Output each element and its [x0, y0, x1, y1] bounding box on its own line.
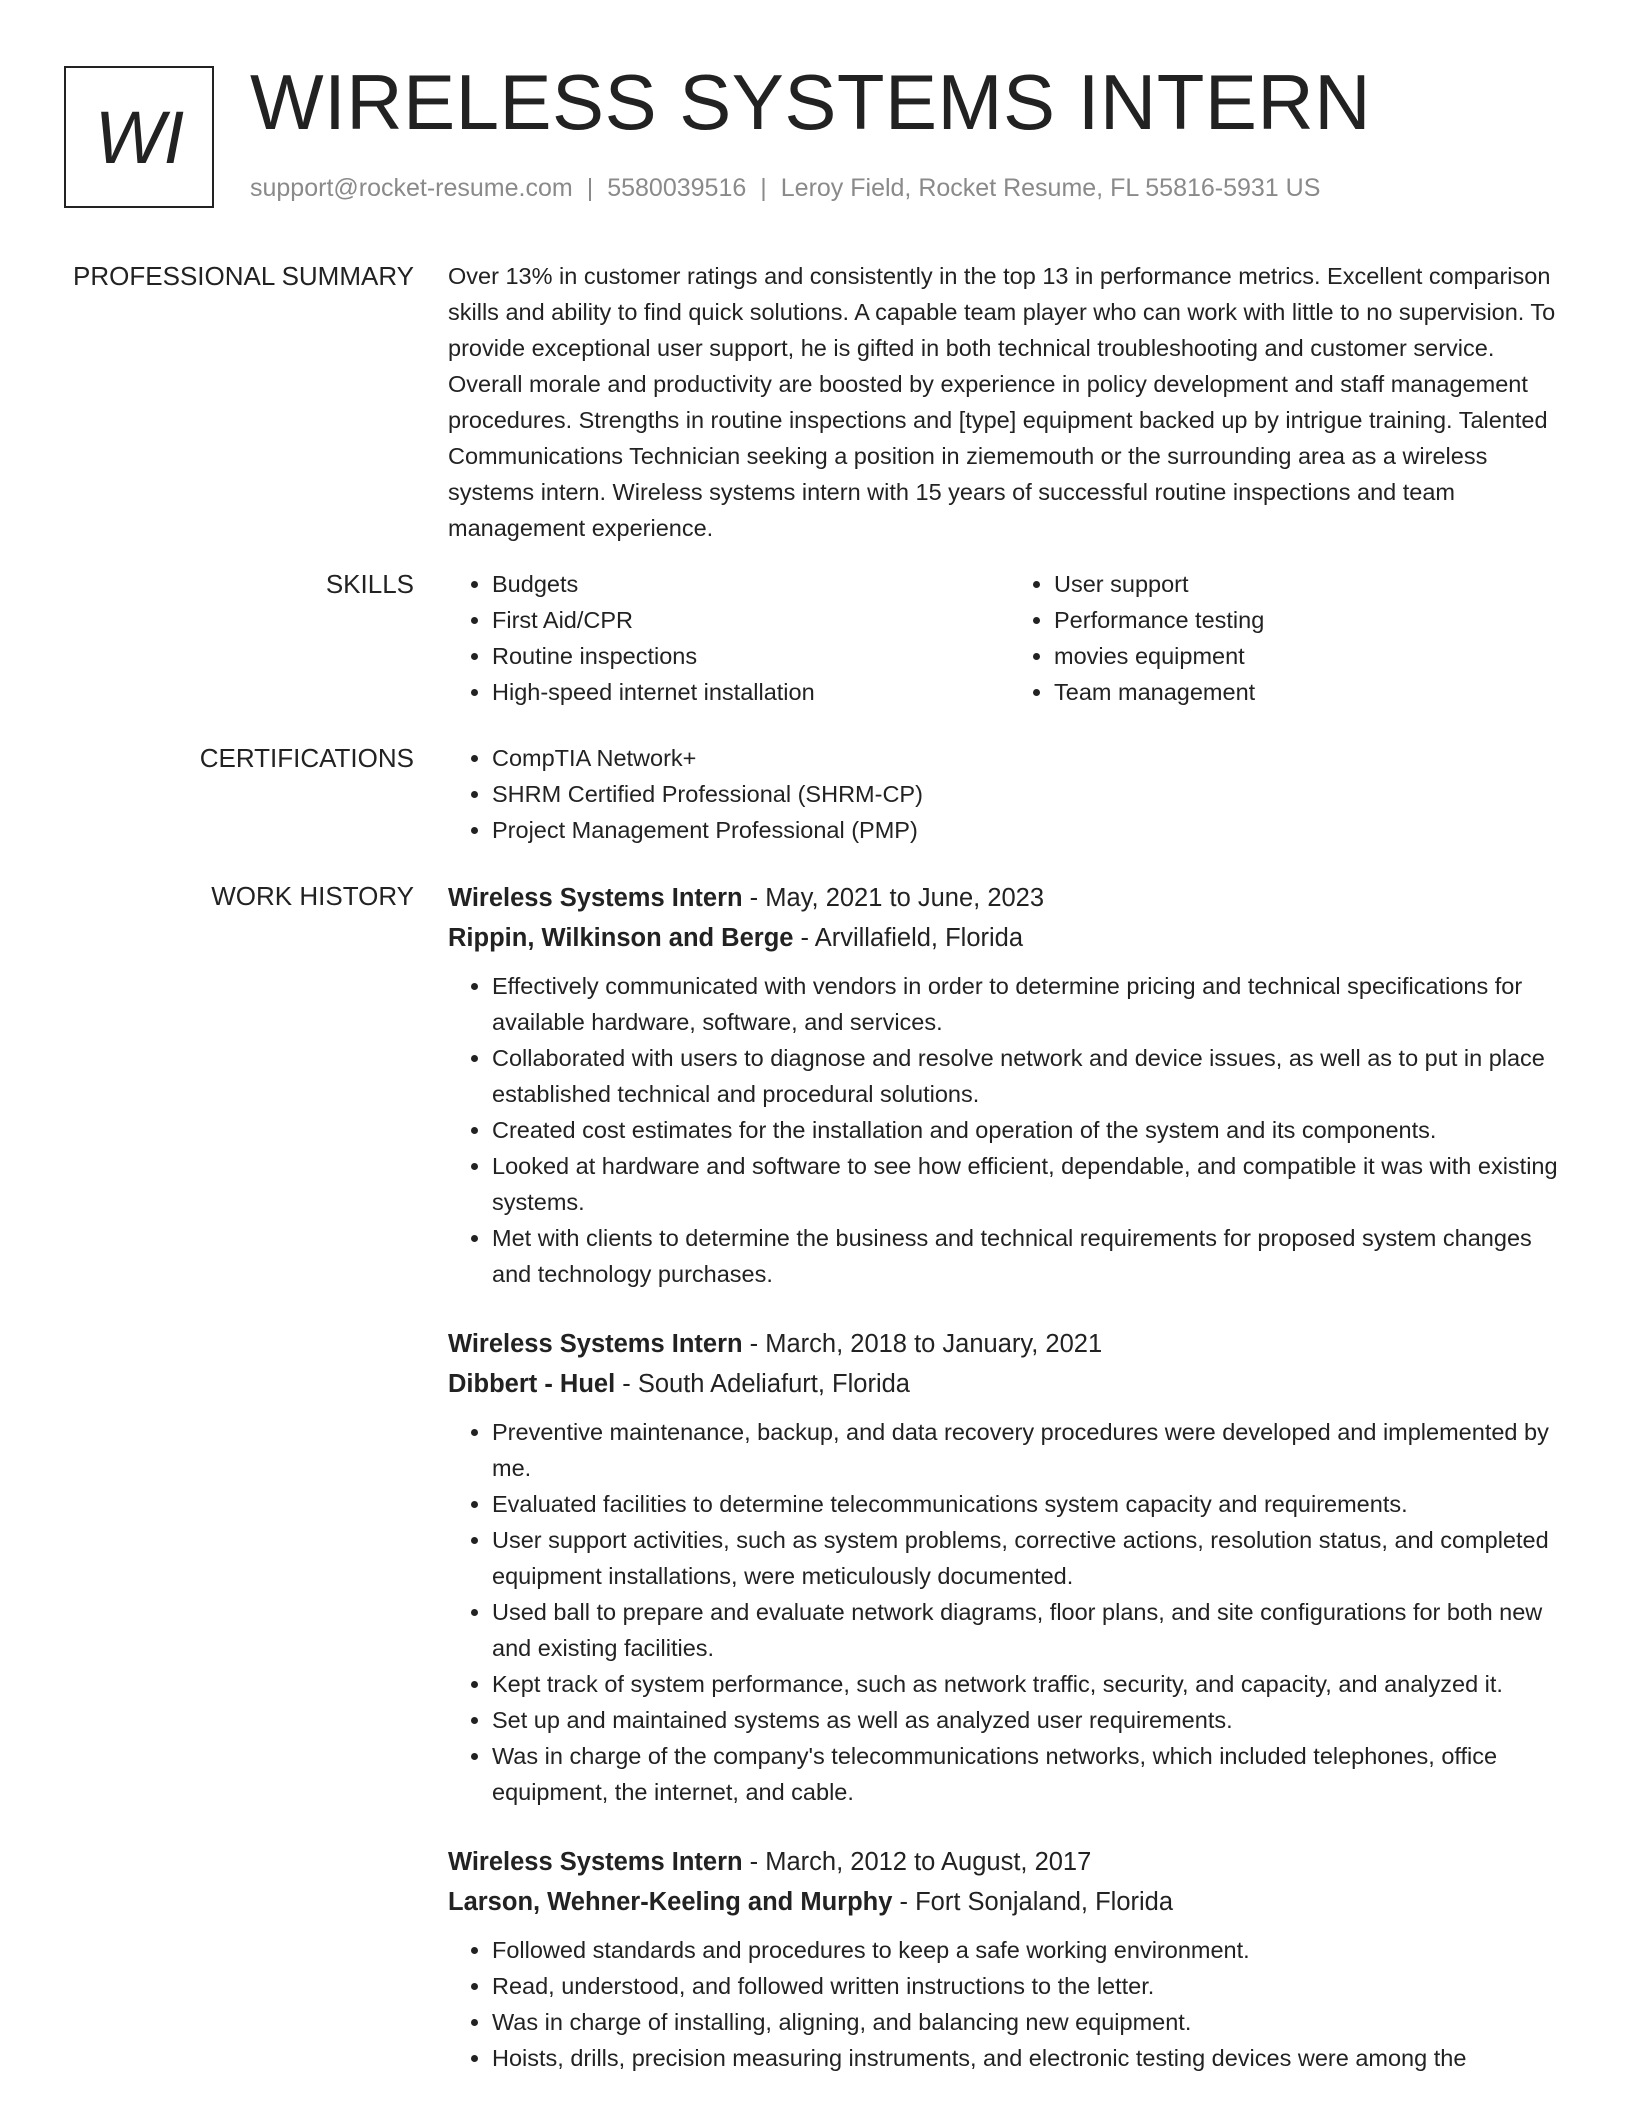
skill-item: • Routine inspections — [492, 638, 1010, 674]
skills-column-2 — [1010, 566, 1572, 710]
job-bullet: • Created cost estimates for the installation and operation of the system and its components. — [492, 1112, 1572, 1148]
contact-line — [250, 174, 1320, 203]
job-entry — [448, 878, 1572, 1292]
job-dates: - March, 2018 to January, 2021 — [742, 1330, 1103, 1358]
section-title: SKILLS — [325, 569, 414, 599]
job-bullet: • Looked at hardware and software to see how efficient, dependable, and compatible it was with existing systems. — [492, 1148, 1572, 1220]
job-bullet: • Followed standards and procedures to keep a safe working environment. — [492, 1932, 1572, 1968]
job-bullet: • Effectively communicated with vendors in order to determine pricing and technical specifications for available hardware, software, and services. — [492, 968, 1572, 1040]
job-bullet: • Used ball to prepare and evaluate network diagrams, floor plans, and site configurations for both new and existing facilities. — [492, 1594, 1572, 1666]
certification-item: • CompTIA Network+ — [492, 740, 1572, 776]
skills-grid — [448, 566, 1572, 710]
skill-item: • Budgets — [492, 566, 1010, 602]
job-bullet: • User support activities, such as system problems, corrective actions, resolution status, and completed equipment installations, were meticulously documented. — [492, 1522, 1572, 1594]
job-role-line — [448, 1842, 1572, 1882]
job-bullet: • Preventive maintenance, backup, and data recovery procedures were developed and implemented by me. — [492, 1414, 1572, 1486]
job-company-line — [448, 918, 1572, 958]
job-company-line — [448, 1882, 1572, 1922]
section-title: PROFESSIONAL SUMMARY — [73, 261, 414, 291]
skills-section — [0, 566, 1632, 710]
professional-summary-section — [0, 258, 1632, 546]
job-bullet: • Was in charge of installing, aligning, and balancing new equipment. — [492, 2004, 1572, 2040]
job-bullet: • Met with clients to determine the business and technical requirements for proposed system changes and technology purchases. — [492, 1220, 1572, 1292]
monogram-box — [64, 66, 214, 208]
job-entry — [448, 1842, 1572, 2076]
work-history-content — [448, 878, 1572, 2108]
job-role-line — [448, 878, 1572, 918]
certifications-list — [448, 740, 1572, 848]
contact-email: support@rocket-resume.com — [250, 174, 573, 202]
skill-item: • Performance testing — [1054, 602, 1572, 638]
skills-column-1 — [448, 566, 1010, 710]
job-location: - Arvillafield, Florida — [793, 924, 1024, 952]
certifications-section — [0, 740, 1632, 848]
resume-title: WIRELESS SYSTEMS INTERN — [250, 58, 1372, 146]
skill-item: • First Aid/CPR — [492, 602, 1010, 638]
job-role: Wireless Systems Intern — [448, 884, 743, 912]
job-bullet: • Read, understood, and followed written instructions to the letter. — [492, 1968, 1572, 2004]
job-location: - South Adeliafurt, Florida — [615, 1370, 910, 1398]
section-title: WORK HISTORY — [211, 881, 414, 911]
job-company-line — [448, 1364, 1572, 1404]
job-bullet: • Set up and maintained systems as well as analyzed user requirements. — [492, 1702, 1572, 1738]
job-bullet: • Kept track of system performance, such as network traffic, security, and capacity, and analyzed it. — [492, 1666, 1572, 1702]
resume-body — [0, 258, 1632, 2108]
monogram-initials: WI — [94, 95, 184, 179]
summary-content — [448, 258, 1572, 546]
job-bullet: • Evaluated facilities to determine telecommunications system capacity and requirements. — [492, 1486, 1572, 1522]
job-bullets — [448, 1932, 1572, 2076]
summary-text: Over 13% in customer ratings and consistently in the top 13 in performance metrics. Excellent comparison skills and ability to find quick solutions. A capable team player who can work with little to no supervision. To provide exceptional user support, he is gifted in both technical troubleshooting and customer service. Overall morale and productivity are boosted by experience in policy development and staff management procedures. Strengths in routine inspections and [type] equipment backed up by intrigue training. Talented Communications Technician seeking a position in ziememouth or the surrounding area as a wireless systems intern. Wireless systems intern with 15 years of successful routine inspections and team management experience. — [448, 263, 1556, 541]
contact-phone: 5580039516 — [607, 174, 747, 202]
skill-item: • User support — [1054, 566, 1572, 602]
job-bullet: • Hoists, drills, precision measuring instruments, and electronic testing devices were among the — [492, 2040, 1572, 2076]
job-role: Wireless Systems Intern — [448, 1848, 743, 1876]
job-bullet: • Was in charge of the company's telecommunications networks, which included telephones, office equipment, the internet, and cable. — [492, 1738, 1572, 1810]
job-bullets — [448, 1414, 1572, 1810]
certification-item: • SHRM Certified Professional (SHRM-CP) — [492, 776, 1572, 812]
skill-item: • High-speed internet installation — [492, 674, 1010, 710]
job-company: Larson, Wehner-Keeling and Murphy — [448, 1888, 893, 1916]
job-dates: - May, 2021 to June, 2023 — [742, 884, 1045, 912]
job-bullets — [448, 968, 1572, 1292]
skill-item: • movies equipment — [1054, 638, 1572, 674]
certification-item: • Project Management Professional (PMP) — [492, 812, 1572, 848]
job-bullet: • Collaborated with users to diagnose and resolve network and device issues, as well as to put in place established technical and procedural solutions. — [492, 1040, 1572, 1112]
contact-separator: | — [586, 174, 594, 202]
job-company: Dibbert - Huel — [448, 1370, 616, 1398]
job-entry — [448, 1324, 1572, 1810]
job-dates: - March, 2012 to August, 2017 — [742, 1848, 1092, 1876]
job-role-line — [448, 1324, 1572, 1364]
work-history-section — [0, 878, 1632, 2108]
skill-item: • Team management — [1054, 674, 1572, 710]
certifications-content — [448, 740, 1572, 848]
job-role: Wireless Systems Intern — [448, 1330, 743, 1358]
contact-address: Leroy Field, Rocket Resume, FL 55816-5931 US — [780, 174, 1321, 202]
section-title: CERTIFICATIONS — [199, 743, 414, 773]
job-location: - Fort Sonjaland, Florida — [892, 1888, 1174, 1916]
job-company: Rippin, Wilkinson and Berge — [448, 924, 794, 952]
contact-separator: | — [760, 174, 767, 202]
